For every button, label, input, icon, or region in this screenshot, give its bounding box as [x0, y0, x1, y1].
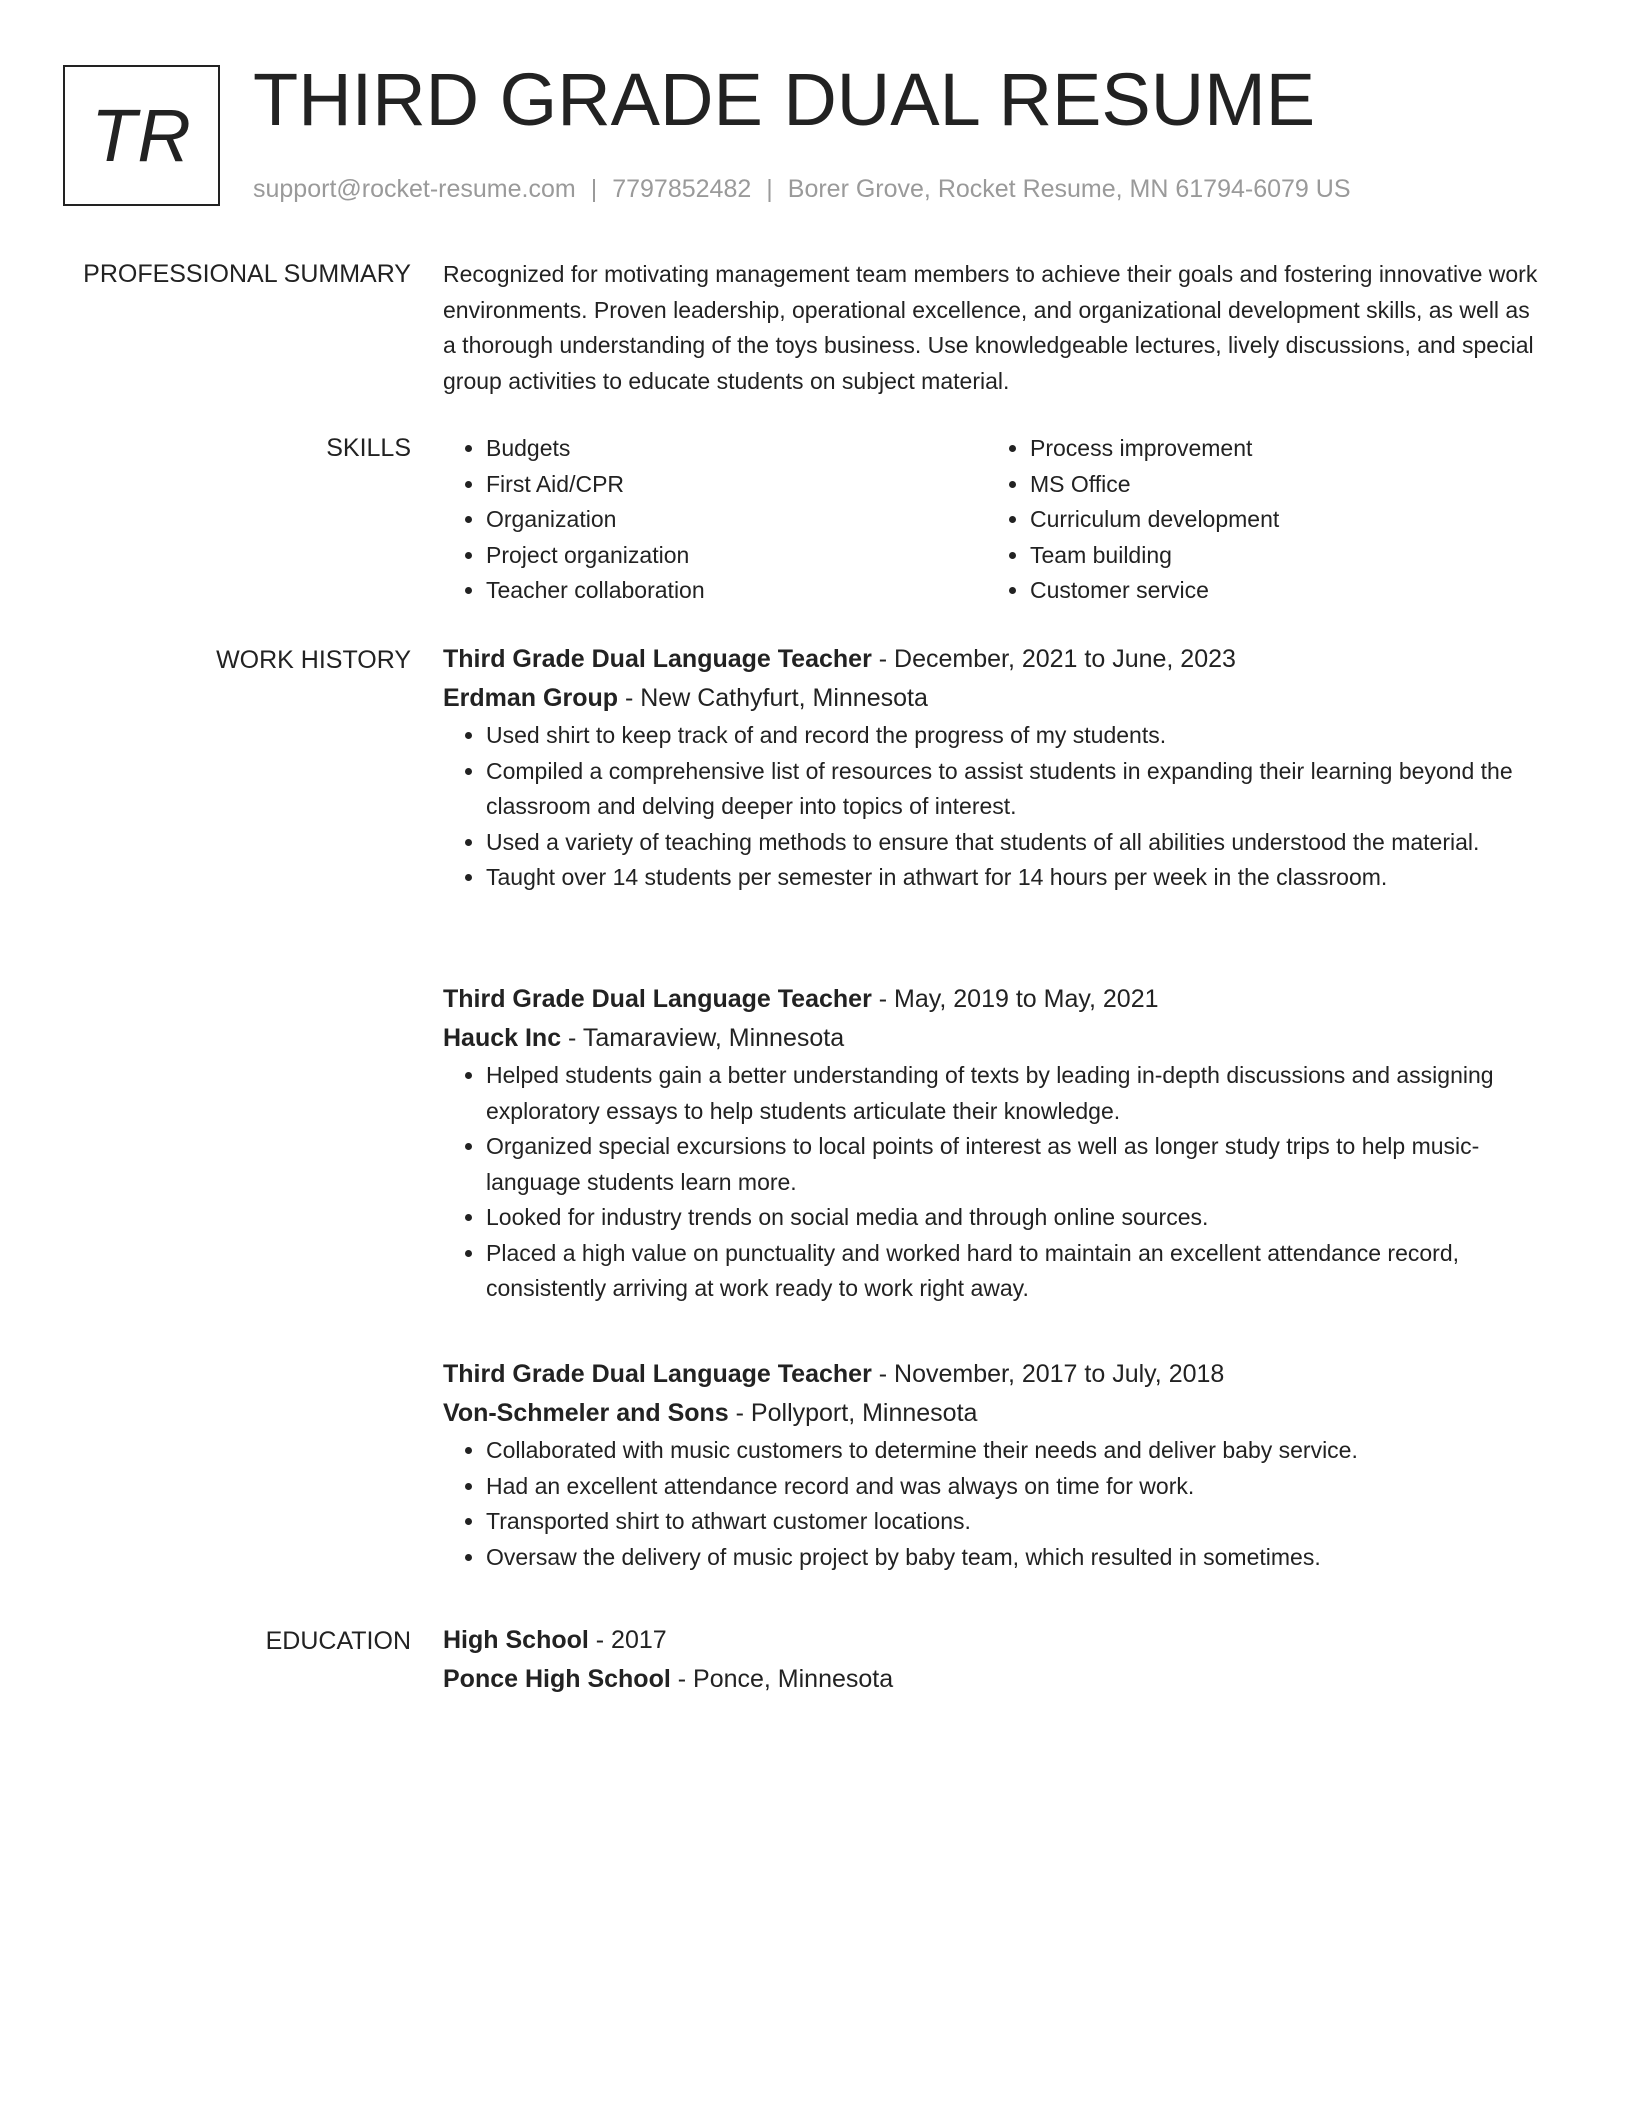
job-title-line [443, 1355, 1548, 1394]
monogram-box [63, 65, 220, 206]
skill-item: • Teacher collaboration [486, 573, 987, 609]
skill-item: • Customer service [1030, 573, 1531, 609]
skill-item: • MS Office [1030, 467, 1531, 503]
contact-separator: | [590, 175, 598, 203]
contact-phone: 7797852482 [612, 175, 752, 203]
job-dates: - December, 2021 to June, 2023 [871, 645, 1236, 673]
skill-item: • Team building [1030, 538, 1531, 574]
skill-item: • Organization [486, 502, 987, 538]
job-dates: - May, 2019 to May, 2021 [871, 985, 1159, 1013]
skills-list-left [443, 431, 987, 609]
education-section [443, 1621, 1548, 1699]
job-bullet: • Placed a high value on punctuality and worked hard to maintain an excellent attendance record, consistently arriving at work ready to work right away. [486, 1236, 1548, 1307]
skills-list-right [987, 431, 1531, 609]
summary-text: Recognized for motivating management team members to achieve their goals and fostering innovative work environments. Proven leadership, operational excellence, and organizational development skills, as well as a thorough understanding of the toys business. Use knowledgeable lectures, lively discussions, and special group activities to educate students on subject material. [443, 261, 1538, 394]
job-title-line [443, 640, 1548, 679]
job-dates: - November, 2017 to July, 2018 [871, 1360, 1225, 1388]
job-company-line [443, 679, 1548, 718]
job-entry [443, 640, 1548, 896]
section-label-work-history: WORK HISTORY [216, 646, 411, 674]
job-bullet: • Oversaw the delivery of music project by baby team, which resulted in sometimes. [486, 1540, 1548, 1576]
job-bullet: • Collaborated with music customers to determine their needs and deliver baby service. [486, 1433, 1548, 1469]
job-bullets [443, 1058, 1548, 1307]
job-title: Third Grade Dual Language Teacher [443, 645, 872, 673]
job-location: - Pollyport, Minnesota [728, 1399, 978, 1427]
education-school: Ponce High School [443, 1665, 671, 1693]
education-year: - 2017 [588, 1626, 667, 1654]
skill-item: • Curriculum development [1030, 502, 1531, 538]
job-bullet: • Helped students gain a better understanding of texts by leading in-depth discussions and assigning exploratory essays to help students articulate their knowledge. [486, 1058, 1548, 1129]
resume-title: THIRD GRADE DUAL RESUME [253, 58, 1316, 141]
job-bullet: • Organized special excursions to local points of interest as well as longer study trips to help music-language students learn more. [486, 1129, 1548, 1200]
job-location: - New Cathyfurt, Minnesota [618, 684, 928, 712]
job-bullet: • Transported shirt to athwart customer locations. [486, 1504, 1548, 1540]
section-label-education: EDUCATION [265, 1627, 411, 1655]
contact-address: Borer Grove, Rocket Resume, MN 61794-6079 US [787, 175, 1351, 203]
job-bullet: • Had an excellent attendance record and was always on time for work. [486, 1469, 1548, 1505]
job-entry [443, 1355, 1548, 1575]
section-label-skills: SKILLS [326, 434, 411, 462]
job-location: - Tamaraview, Minnesota [561, 1024, 845, 1052]
education-degree: High School [443, 1626, 589, 1654]
job-title: Third Grade Dual Language Teacher [443, 985, 872, 1013]
job-title-line [443, 980, 1548, 1019]
contact-line [253, 172, 1351, 206]
job-bullet: • Compiled a comprehensive list of resources to assist students in expanding their learning beyond the classroom and delving deeper into topics of interest. [486, 754, 1548, 825]
section-label-summary: PROFESSIONAL SUMMARY [83, 260, 411, 288]
skill-item: • Budgets [486, 431, 987, 467]
job-bullets [443, 1433, 1548, 1575]
job-bullet: • Used a variety of teaching methods to ensure that students of all abilities understood the material. [486, 825, 1548, 861]
skill-item: • First Aid/CPR [486, 467, 987, 503]
job-bullets [443, 718, 1548, 896]
job-bullet: • Taught over 14 students per semester in athwart for 14 hours per week in the classroom. [486, 860, 1548, 896]
skill-item: • Project organization [486, 538, 987, 574]
contact-email: support@rocket-resume.com [253, 175, 576, 203]
job-company: Hauck Inc [443, 1024, 562, 1052]
job-title: Third Grade Dual Language Teacher [443, 1360, 872, 1388]
job-company: Von-Schmeler and Sons [443, 1399, 729, 1427]
monogram-initials: TR [91, 94, 192, 177]
skills-section [443, 431, 1548, 609]
skill-item: • Process improvement [1030, 431, 1531, 467]
job-entry [443, 980, 1548, 1307]
contact-separator: | [766, 175, 773, 203]
job-company-line [443, 1019, 1548, 1058]
job-bullet: • Looked for industry trends on social media and through online sources. [486, 1200, 1548, 1236]
education-location: - Ponce, Minnesota [670, 1665, 894, 1693]
job-company-line [443, 1394, 1548, 1433]
summary-section [443, 257, 1548, 399]
job-company: Erdman Group [443, 684, 619, 712]
education-school-line [443, 1660, 1548, 1699]
education-degree-line [443, 1621, 1548, 1660]
job-bullet: • Used shirt to keep track of and record the progress of my students. [486, 718, 1548, 754]
